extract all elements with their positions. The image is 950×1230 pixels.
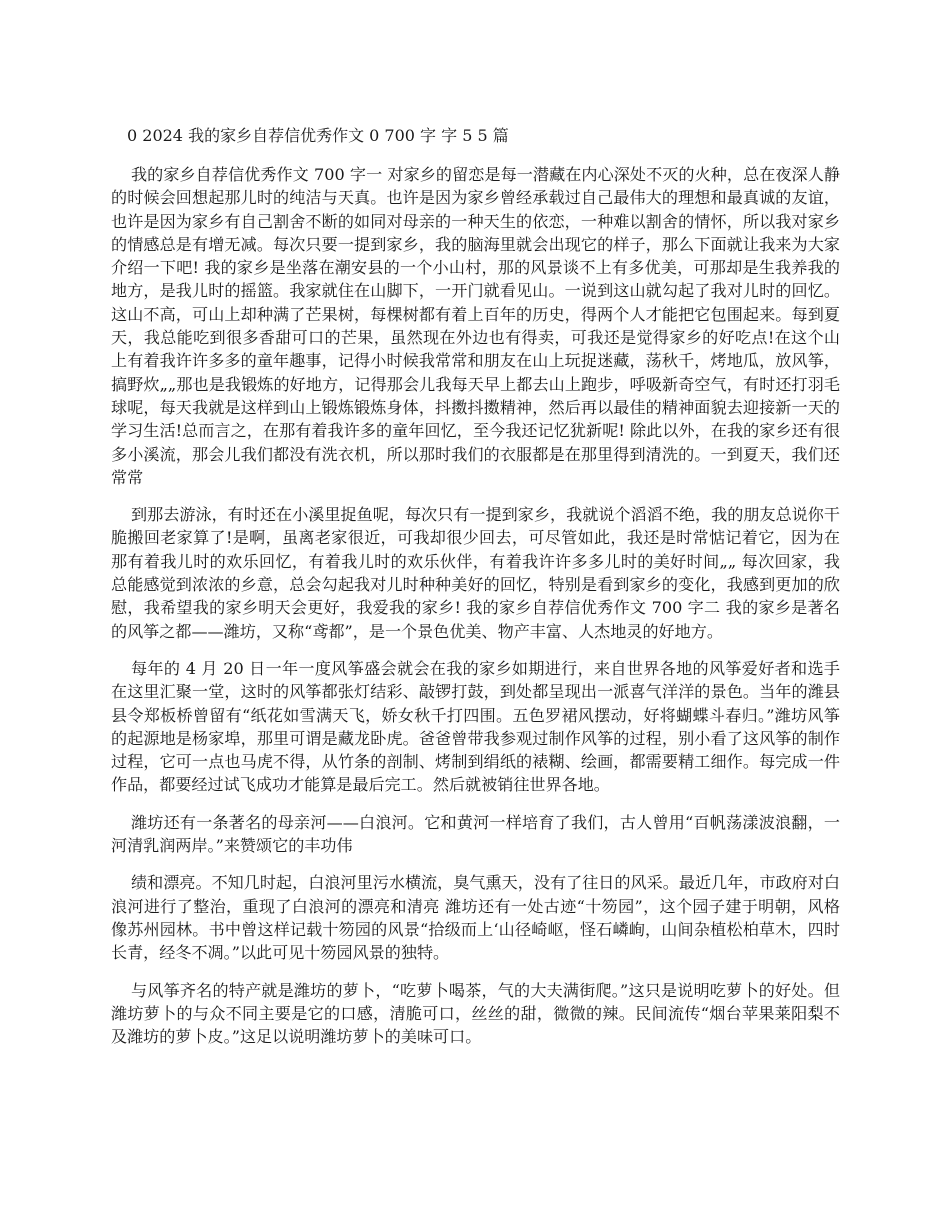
paragraph-1: 我的家乡自荐信优秀作文 700 字一 对家乡的留恋是每一潜藏在内心深处不灭的火种，总在夜深人静的时候会回想起那儿时的纯洁与天真。也许是因为家乡曾经承载过自己最伟大的理想和最真诚的友谊，也许是因为家乡有自己割舍不断的如同对母亲的一种天生的依恋，一种难以割舍的情怀，所以我对家乡的情感总是有增无减。每次只要一提到家乡，我的脑海里就会出现它的样子，那么下面就让我来为大家介绍一下吧! 我的家乡是坐落在潮安县的一个小山村，那的风景谈不上有多优美，可那却是生我养我的地方，是我儿时的摇篮。我家就住在山脚下，一开门就看见山。一说到这山就勾起了我对儿时的回忆。这山不高，可山上却种满了芒果树，每棵树都有着上百年的历史，得两个人才能把它包围起来。每到夏天，我总能吃到很多香甜可口的芒果，虽然现在外边也有得卖，可我还是觉得家乡的好吃点!在这个山上有着我许许多多的童年趣事，记得小时候我常常和朋友在山上玩捉迷藏，荡秋千，烤地瓜，放风筝，搞野炊„„那也是我锻炼的好地方，记得那会儿我每天早上都去山上跑步，呼吸新奇空气，有时还打羽毛球呢，每天我就是这样到山上锻炼锻炼身体，抖擞抖擞精神，然后再以最佳的精神面貌去迎接新一天的学习生活!总而言之，在那有着我许多的童年回忆，至今我还记忆犹新呢! 除此以外，在我的家乡还有很多小溪流，那会儿我们都没有洗衣机，所以那时我们的衣服都是在那里得到清洗的。一到夏天，我们还常常 bbox=[111, 165, 840, 487]
paragraph-3: 每年的 4 月 20 日一年一度风筝盛会就会在我的家乡如期进行，来自世界各地的风筝爱好者和选手在这里汇聚一堂，这时的风筝都张灯结彩、敲锣打鼓，到处都呈现出一派喜气洋洋的景色。当年的潍县县令郑板桥曾留有“纸花如雪满天飞，娇女秋千打四围。五色罗裙风摆动，好将蝴蝶斗春归。”潍坊风筝的起源地是杨家埠，那里可谓是藏龙卧虎。爸爸曾带我参观过制作风筝的过程，别小看了这风筝的制作过程，它可一点也马虎不得，从竹条的剖制、烤制到绢纸的裱糊、绘画，都需要精工细作。每完成一件作品，都要经过试飞成功才能算是最后完工。然后就被销往世界各地。 bbox=[111, 658, 840, 795]
document-title: 0 2024 我的家乡自荐信优秀作文 0 700 字 字 5 5 篇 bbox=[127, 126, 509, 145]
paragraph-5: 绩和漂亮。不知几时起，白浪河里污水横流，臭气熏天，没有了往日的风采。最近几年，市政府对白浪河进行了整治，重现了白浪河的漂亮和清亮 潍坊还有一处古迹“十笏园”，这个园子建于明朝，风格像苏州园林。书中曾这样记载十笏园的风景“拾级而上‘山径崎岖，怪石嶙峋，山间杂植松柏草木，四时长青，经冬不凋。”以此可见十笏园风景的独特。 bbox=[111, 873, 840, 963]
paragraph-2: 到那去游泳，有时还在小溪里捉鱼呢，每次只有一提到家乡，我就说个滔滔不绝，我的朋友总说你干脆搬回老家算了!是啊，虽离老家很近，可我却很少回去，可尽管如此，我还是时常惦记着它，因为在那有着我儿时的欢乐回忆，有着我儿时的欢乐伙伴，有着我许许多多儿时的美好时间„„ 每次回家，我总能感觉到浓浓的乡意，总会勾起我对儿时种种美好的回忆，特别是看到家乡的变化，我感到更加的欣慰，我希望我的家乡明天会更好，我爱我的家乡! 我的家乡自荐信优秀作文 700 字二 我的家乡是著名的风筝之都——潍坊，又称“鸢都”，是一个景色优美、物产丰富、人杰地灵的好地方。 bbox=[111, 505, 840, 641]
paragraph-6: 与风筝齐名的特产就是潍坊的萝卜，“吃萝卜喝茶，气的大夫满街爬。”这只是说明吃萝卜的好处。但潍坊萝卜的与众不同主要是它的口感，清脆可口，丝丝的甜，微微的辣。民间流传“烟台苹果莱阳梨不及潍坊的萝卜皮。”这足以说明潍坊萝卜的美味可口。 bbox=[111, 980, 840, 1047]
paragraph-4: 潍坊还有一条著名的母亲河——白浪河。它和黄河一样培育了我们，古人曾用“百帆荡漾波浪翻，一河清乳润两岸。”来赞颂它的丰功伟 bbox=[111, 812, 840, 856]
